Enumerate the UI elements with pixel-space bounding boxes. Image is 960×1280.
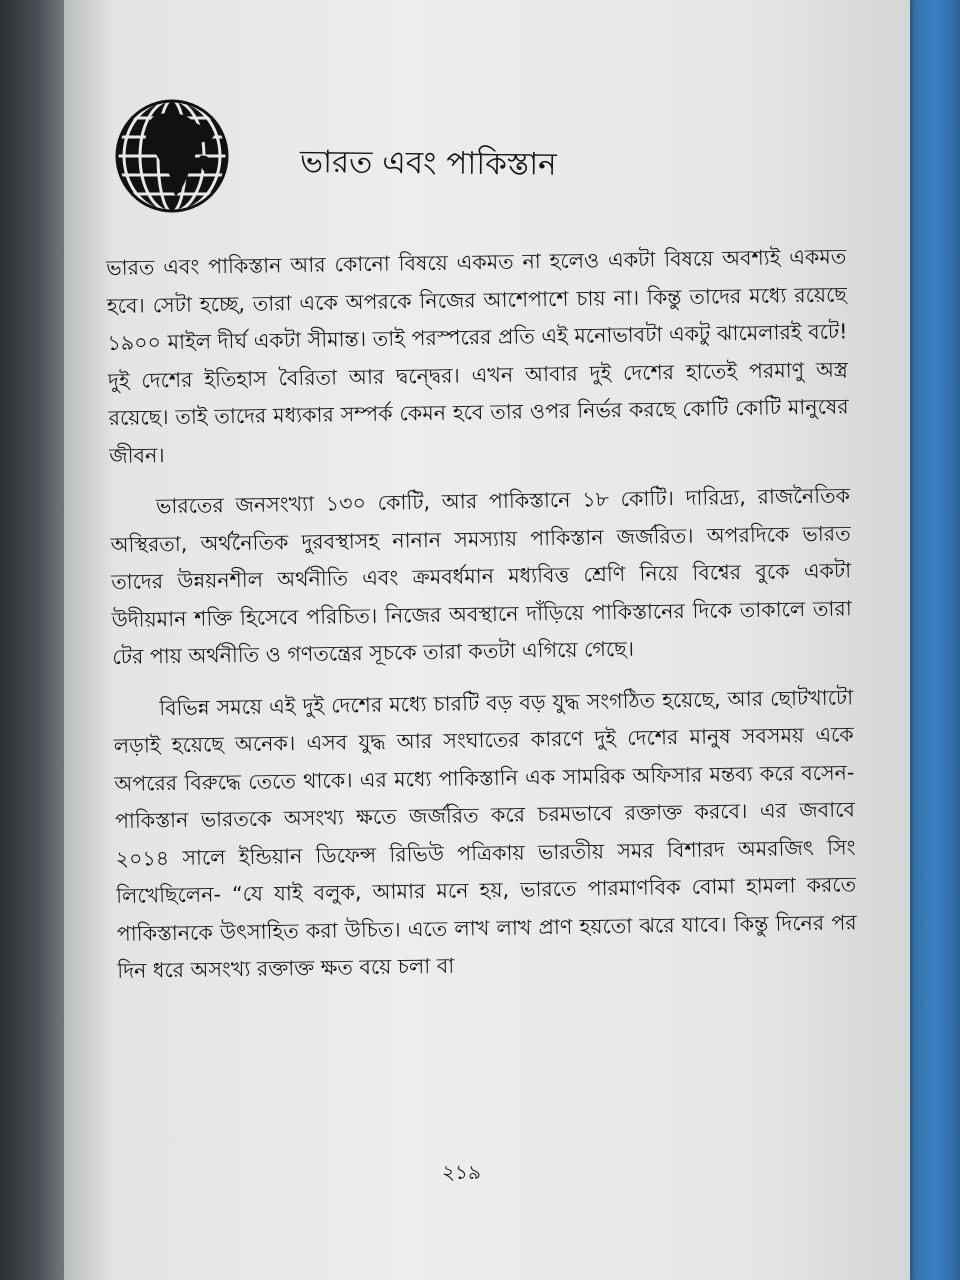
globe-icon xyxy=(112,96,232,216)
bleed-through-marks xyxy=(916,790,930,1190)
paragraph-1: ভারত এবং পাকিস্তান আর কোনো বিষয়ে একমত না হলেও একটা বিষয়ে অবশ্যই একমত হবে। সেটা হচ্ছে, তারা একে অপরকে নিজের আশেপাশে চায় না। কিন্তু তাদের মধ্যে রয়েছে ১৯০০ মাইল দীর্ঘ একটা সীমান্ত। তাই পরস্পরের প্রতি এই মনোভাবটা একটু ঝামেলারই বটে! দুই দেশের ইতিহাস বৈরিতা আর দ্বন্দ্বের। এখন আবার দুই দেশের হাতেই পরমাণু অস্ত্র রয়েছে। তাই তাদের মধ্যকার সম্পর্ক কেমন হবে তার ওপর নির্ভর করছে কোটি কোটি মানুষের জীবন। xyxy=(106,244,849,468)
chapter-header xyxy=(112,96,872,226)
paragraph-2: ভারতের জনসংখ্যা ১৩০ কোটি, আর পাকিস্তানে ১৮ কোটি। দারিদ্র্য, রাজনৈতিক অস্থিরতা, অর্থনৈতিক দুরবস্থাসহ নানান সমস্যায় পাকিস্তান জর্জরিত। অপরদিকে ভারত তাদের উন্নয়নশীল অর্থনীতি এবং ক্রমবর্ধমান মধ্যবিত্ত শ্রেণি নিয়ে বিশ্বের বুকে একটা উদীয়মান শক্তি হিসেবে পরিচিত। নিজের অবস্থানে দাঁড়িয়ে পাকিস্তানের দিকে তাকালে তারা টের পায় অর্থনীতি ও গণতন্ত্রের সূচকে তারা কতটা এগিয়ে গেছে। xyxy=(110,483,852,669)
chapter-title: ভারত এবং পাকিস্তান xyxy=(299,144,557,183)
paragraph-3: বিভিন্ন সময়ে এই দুই দেশের মধ্যে চারটি বড় বড় যুদ্ধ সংগঠিত হয়েছে, আর ছোটখাটো লড়াই হয়েছে অনেক। এসব যুদ্ধ আর সংঘাতের কারণে দুই দেশের মানুষ সবসময় একে অপরের বিরুদ্ধে তেতে থাকে। এর মধ্যে পাকিস্তানি এক সামরিক অফিসার মন্তব্য করে বসেন- পাকিস্তান ভারতকে অসংখ্য ক্ষতে জর্জরিত করে চরমভাবে রক্তাক্ত করবে। এর জবাবে ২০১৪ সালে ইন্ডিয়ান ডিফেন্স রিভিউ পত্রিকায় ভারতীয় সমর বিশারদ অমরজিৎ সিং লিখেছিলেন- “যে যাই বলুক, আমার মনে হয়, ভারতে পারমাণবিক বোমা হামলা করতে পাকিস্তানকে উৎসাহিত করা উচিত। এতে লাখ লাখ প্রাণ হয়তো ঝরে যাবে। কিন্তু দিনের পর দিন ধরে অসংখ্য রক্তাক্ত ক্ষত বয়ে চলা বা xyxy=(113,684,857,983)
page-number: ২১৯ xyxy=(442,1160,481,1184)
book-page xyxy=(64,0,910,1280)
book-gutter-edge xyxy=(0,0,70,1280)
body-text xyxy=(106,238,858,990)
